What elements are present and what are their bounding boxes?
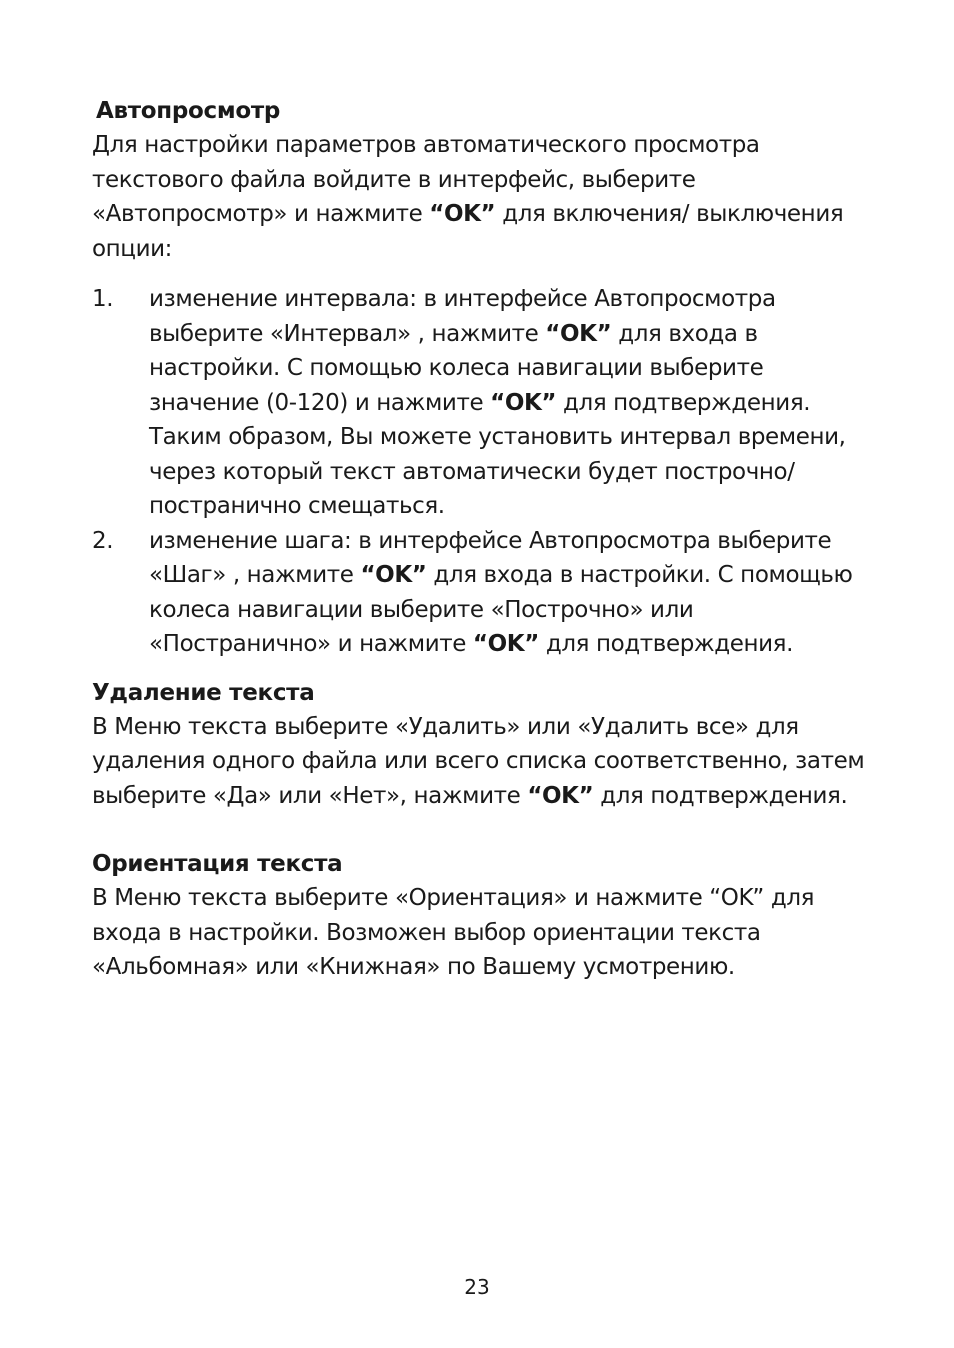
autoview-intro-text: Для настройки параметров автоматического просмотра текстового файла войдите в интерфейс, выберите «Автопросмотр» и нажмите bbox=[92, 132, 760, 227]
delete-text-body: В Меню текста выберите «Удалить» или «Удалить все» для удаления одного файла или всего списка соответственно, затем выберите «Да» или «Нет», нажмите bbox=[92, 713, 865, 809]
ok-key-label: “OK” bbox=[545, 320, 612, 347]
list-item-text: для подтверждения. bbox=[538, 631, 794, 657]
ok-key-label: “OK” bbox=[490, 389, 557, 416]
autoview-heading: Автопросмотр bbox=[96, 98, 281, 124]
orientation-paragraph: В Меню текста выберите «Ориентация» и нажмите “OK” для входа в настройки. Возможен выбор ориентации текста «Альбомная» или «Книжная» по Вашему усмотрению. bbox=[92, 885, 815, 980]
delete-text-body-end: для подтверждения. bbox=[593, 782, 848, 809]
ok-key-label: “OK” bbox=[429, 201, 496, 227]
autoview-intro bbox=[92, 128, 872, 266]
spacer bbox=[92, 662, 872, 676]
list-item-text: для подтверждения. Таким образом, Вы можете установить интервал времени, через который текст автоматически будет построчно/постранично смещаться. bbox=[149, 389, 846, 519]
list-item-text: для входа в настройки. С помощью колеса навигации выберите значение (0-120) и нажмите bbox=[149, 320, 764, 416]
list-item-number: 1. bbox=[92, 286, 114, 312]
list-item-step bbox=[92, 524, 872, 662]
page-number: 23 bbox=[464, 1275, 490, 1299]
delete-text-paragraph bbox=[92, 710, 872, 814]
ok-key-label: “OK” bbox=[360, 562, 427, 588]
list-item-text: изменение шага: в интерфейсе Автопросмотра выберите «Шаг» , нажмите bbox=[149, 527, 832, 588]
ok-key-label: “OK” bbox=[472, 631, 539, 657]
orientation-heading: Ориентация текста bbox=[92, 851, 343, 877]
autoview-options-list bbox=[92, 282, 872, 662]
ok-key-label: “OK” bbox=[527, 782, 594, 809]
autoview-intro-text-end: для включения/ выключения опции: bbox=[92, 201, 844, 262]
list-item-interval bbox=[92, 282, 872, 524]
spacer bbox=[92, 813, 872, 847]
document-page bbox=[92, 94, 872, 985]
list-item-text: изменение интервала: в интерфейсе Автопросмотра выберите «Интервал» , нажмите bbox=[149, 286, 776, 347]
delete-text-heading: Удаление текста bbox=[92, 679, 315, 706]
list-item-number: 2. bbox=[92, 527, 114, 554]
list-item-text: для входа в настройки. С помощью колеса навигации выберите «Построчно» или «Постранично» и нажмите bbox=[149, 562, 853, 657]
